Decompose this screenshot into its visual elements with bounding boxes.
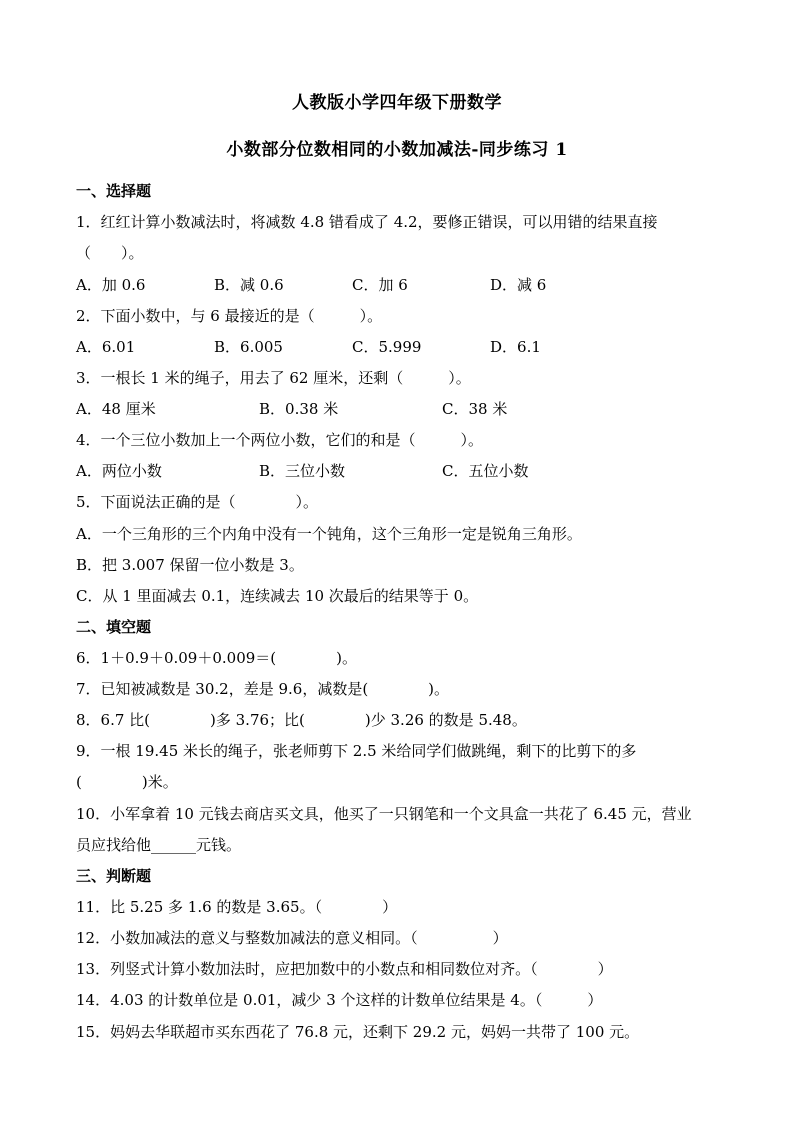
question-7: 7．已知被减数是 30.2，差是 9.6，减数是( )。 <box>76 680 450 698</box>
question-8: 8．6.7 比( )多 3.76；比( )少 3.26 的数是 5.48。 <box>76 711 527 729</box>
document-title: 人教版小学四年级下册数学 <box>292 93 502 113</box>
question-5-option-a: A．一个三角形的三个内角中没有一个钝角，这个三角形一定是锐角三角形。 <box>76 525 582 543</box>
question-2: 2．下面小数中，与 6 最接近的是（ ）。 <box>76 307 383 325</box>
option-c: C．5.999 <box>352 338 422 356</box>
option-a: A．6.01 <box>76 338 136 356</box>
option-c: C．五位小数 <box>442 462 529 480</box>
option-b: B．6.005 <box>214 338 283 356</box>
question-5-option-b: B．把 3.007 保留一位小数是 3。 <box>76 556 304 574</box>
option-b: B．三位小数 <box>259 462 346 480</box>
option-a: A．48 厘米 <box>76 400 156 418</box>
question-13: 13．列竖式计算小数加法时，应把加数中的小数点和相同数位对齐。（ ） <box>76 960 613 978</box>
question-5: 5．下面说法正确的是（ ）。 <box>76 493 319 511</box>
option-c: C．加 6 <box>352 276 408 294</box>
option-d: D．减 6 <box>490 276 547 294</box>
section-fill-heading: 二、填空题 <box>76 618 152 636</box>
question-10: 10．小军拿着 10 元钱去商店买文具，他买了一只钢笔和一个文具盒一共花了 6.45 元，营业 <box>76 805 692 823</box>
question-9: 9．一根 19.45 米长的绳子，张老师剪下 2.5 米给同学们做跳绳，剩下的比剪下的多 <box>76 742 637 760</box>
question-1-continued: （ ）。 <box>76 244 144 262</box>
question-11: 11．比 5.25 多 1.6 的数是 3.65。（ ） <box>76 898 398 916</box>
option-a: A．加 0.6 <box>76 276 146 294</box>
question-6: 6．1＋0.9＋0.09＋0.009＝( )。 <box>76 649 357 667</box>
option-b: B．减 0.6 <box>214 276 284 294</box>
option-d: D．6.1 <box>490 338 541 356</box>
question-1: 1．红红计算小数减法时，将减数 4.8 错看成了 4.2，要修正错误，可以用错的结果直接 <box>76 213 658 231</box>
section-judge-heading: 三、判断题 <box>76 867 152 885</box>
option-a: A．两位小数 <box>76 462 162 480</box>
question-14: 14．4.03 的计数单位是 0.01，减少 3 个这样的计数单位结果是 4。（ ） <box>76 991 603 1009</box>
question-9-continued: ( )米。 <box>76 773 178 791</box>
question-10-continued: 员应找给他______元钱。 <box>76 836 242 854</box>
question-12: 12．小数加减法的意义与整数加减法的意义相同。（ ） <box>76 929 508 947</box>
option-c: C．38 米 <box>442 400 508 418</box>
option-b: B．0.38 米 <box>259 400 339 418</box>
question-15: 15．妈妈去华联超市买东西花了 76.8 元，还剩下 29.2 元，妈妈一共带了 100 元。 <box>76 1023 640 1041</box>
question-5-option-c: C．从 1 里面减去 0.1，连续减去 10 次最后的结果等于 0。 <box>76 587 479 605</box>
section-choice-heading: 一、选择题 <box>76 182 152 200</box>
question-4: 4．一个三位小数加上一个两位小数，它们的和是（ ）。 <box>76 431 484 449</box>
question-3: 3．一根长 1 米的绳子，用去了 62 厘米，还剩（ ）。 <box>76 369 471 387</box>
document-subtitle: 小数部分位数相同的小数加减法-同步练习 1 <box>226 140 568 160</box>
